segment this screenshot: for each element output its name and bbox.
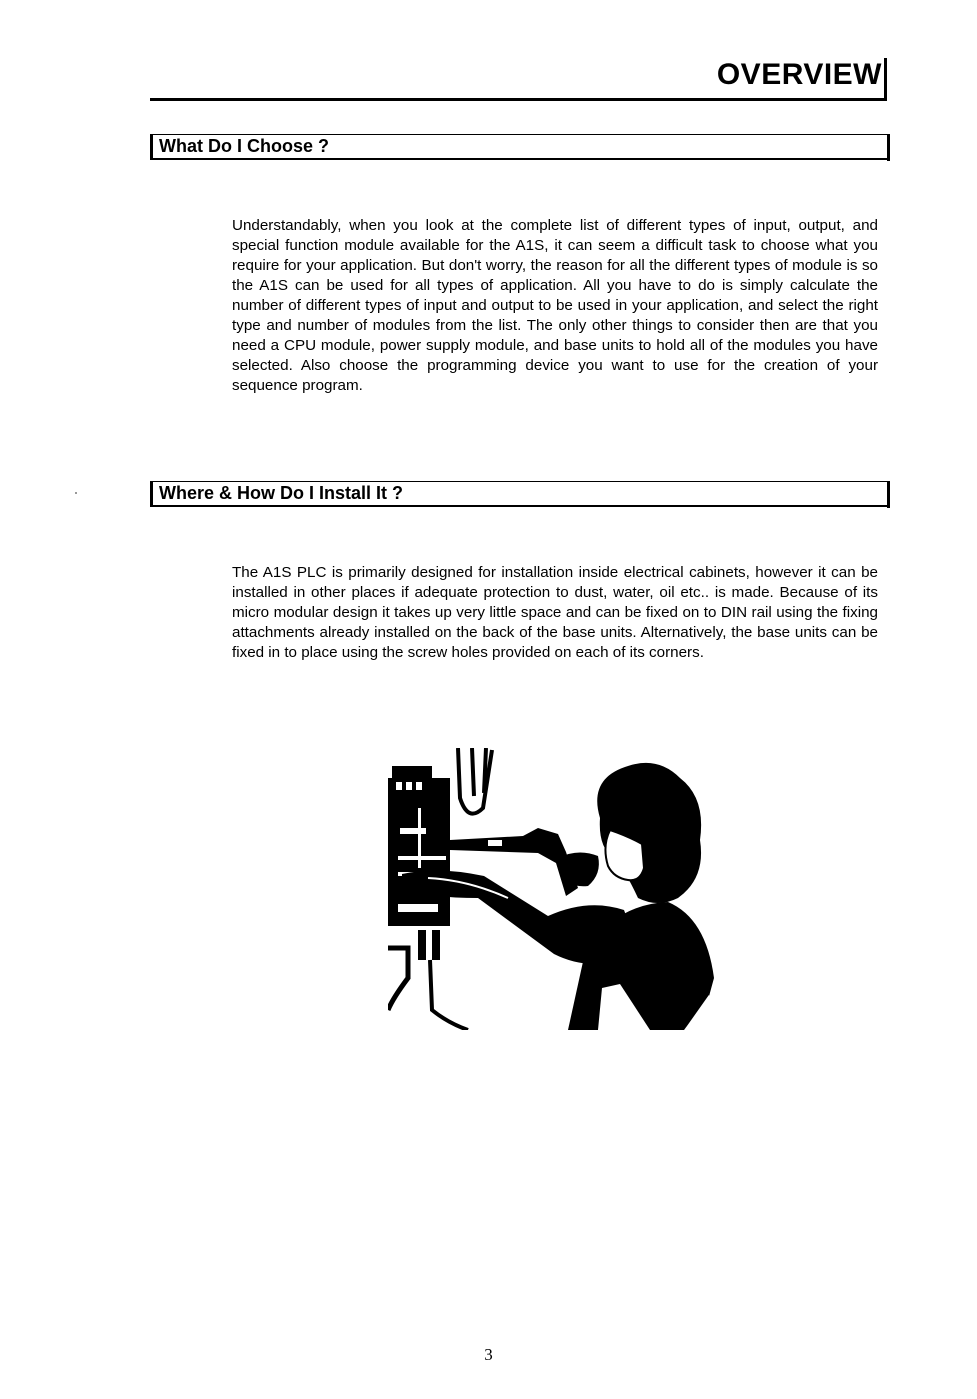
section-body-what-do-i-choose: Understandably, when you look at the complete list of different types of input, output, and special function module available for the A1S, it can seem a difficult task to choose what you require for your application. But don't worry, the reason for all the different types of module is so the A1S can be used for all types of application. All you have to do is simply calculate the number of different types of input and output to be used in your application, and select the right type and number of modules from the list. The only other things to consider then are that you need a CPU module, power supply module, and base units to hold all of the modules you have selected. Also choose the programming device you want to use for the creation of your sequence program. (232, 217, 878, 394)
lower-bracket (388, 948, 408, 1010)
cables-top (458, 748, 492, 814)
page-header-title: OVERVIEW (716, 58, 882, 91)
section-heading: What Do I Choose ? (159, 136, 329, 156)
header-tick (884, 58, 887, 98)
header-rule (150, 98, 887, 101)
page-number: 3 (484, 1345, 493, 1364)
section-heading: Where & How Do I Install It ? (159, 483, 404, 503)
section-header-where-how-install (150, 481, 888, 507)
section-body-where-how-install: The A1S PLC is primarily designed for installation inside electrical cabinets, however it can be installed in other places if adequate protection to dust, water, oil etc.. is made. Because of its micro modular design it takes up very little space and can be fixed on to DIN rail using the fixing attachments already installed on the back of the base units. Alternatively, the base units can be fixed in to place using the screw holes provided on each of its corners. (232, 564, 878, 661)
section-header-what-do-i-choose (150, 134, 888, 160)
scan-speck (75, 492, 77, 494)
installation-illustration (388, 748, 716, 1030)
